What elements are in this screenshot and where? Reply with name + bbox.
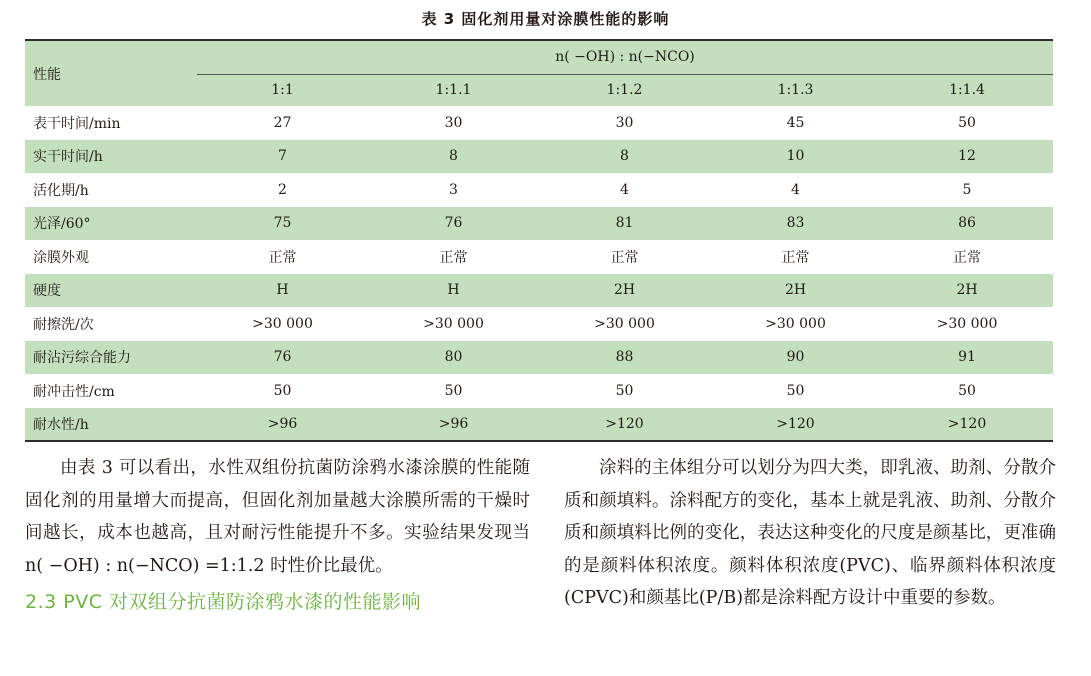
- table-cell: 8: [539, 140, 710, 174]
- table-cell: 正常: [881, 240, 1053, 274]
- table-row: [25, 341, 1053, 375]
- table-cell: 45: [710, 106, 881, 140]
- table-cell: 27: [197, 106, 368, 140]
- table-cell: 2: [197, 173, 368, 207]
- row-label: 活化期/h: [25, 173, 197, 207]
- table-cell: >30 000: [368, 307, 539, 341]
- table-cell: 91: [881, 341, 1053, 375]
- table-cell: 30: [368, 106, 539, 140]
- table-row: [25, 374, 1053, 408]
- row-label: 硬度: [25, 274, 197, 308]
- ratio-header: 1:1.1: [368, 74, 539, 106]
- table-row: [25, 207, 1053, 241]
- ratio-header: 1:1.2: [539, 74, 710, 106]
- table-cell: 50: [368, 374, 539, 408]
- table-row: [25, 408, 1053, 442]
- row-label: 耐冲击性/cm: [25, 374, 197, 408]
- table-cell: >30 000: [539, 307, 710, 341]
- table-cell: 50: [197, 374, 368, 408]
- table-cell: 12: [881, 140, 1053, 174]
- row-label: 涂膜外观: [25, 240, 197, 274]
- table-cell: 正常: [197, 240, 368, 274]
- header-property: 性能: [25, 40, 197, 106]
- table-cell: 2H: [539, 274, 710, 308]
- table-cell: H: [368, 274, 539, 308]
- table-cell: 80: [368, 341, 539, 375]
- table-cell: 正常: [539, 240, 710, 274]
- table-cell: 7: [197, 140, 368, 174]
- row-label: 光泽/60°: [25, 207, 197, 241]
- table-cell: 88: [539, 341, 710, 375]
- table-cell: >120: [881, 408, 1053, 442]
- left-column: [25, 452, 530, 619]
- table-row: [25, 307, 1053, 341]
- row-label: 实干时间/h: [25, 140, 197, 174]
- table-row: [25, 240, 1053, 274]
- table-cell: 5: [881, 173, 1053, 207]
- table-row: [25, 106, 1053, 140]
- table-cell: 50: [710, 374, 881, 408]
- table-cell: >30 000: [881, 307, 1053, 341]
- table-cell: 81: [539, 207, 710, 241]
- header-ratio: n( −OH) : n(−NCO): [197, 40, 1053, 74]
- performance-table: [25, 39, 1053, 442]
- section-heading: 2.3 PVC 对双组分抗菌防涂鸦水漆的性能影响: [25, 591, 422, 614]
- table-cell: 50: [539, 374, 710, 408]
- table-cell: 86: [881, 207, 1053, 241]
- table-cell: 正常: [368, 240, 539, 274]
- table-cell: 正常: [710, 240, 881, 274]
- table-row: [25, 140, 1053, 174]
- ratio-header: 1:1: [197, 74, 368, 106]
- table-cell: >30 000: [710, 307, 881, 341]
- row-label: 耐水性/h: [25, 408, 197, 442]
- table-cell: H: [197, 274, 368, 308]
- table-cell: 2H: [710, 274, 881, 308]
- table-cell: 83: [710, 207, 881, 241]
- table-cell: 4: [710, 173, 881, 207]
- ratio-header: 1:1.3: [710, 74, 881, 106]
- right-paragraph: 涂料的主体组分可以划分为四大类，即乳液、助剂、分散介质和颜填料。涂料配方的变化，基本上就是乳液、助剂、分散介质和颜填料比例的变化，表达这种变化的尺度是颜基比，更准确的是颜料体积浓度。颜料体积浓度(PVC)、临界颜料体积浓度(CPVC)和颜基比(P/B)都是涂料配方设计中重要的参数。: [564, 458, 1056, 609]
- table-cell: 2H: [881, 274, 1053, 308]
- table-cell: 3: [368, 173, 539, 207]
- table-cell: 30: [539, 106, 710, 140]
- table-cell: >96: [368, 408, 539, 442]
- ratio-header: 1:1.4: [881, 74, 1053, 106]
- table-cell: 75: [197, 207, 368, 241]
- table-cell: 90: [710, 341, 881, 375]
- table-cell: 10: [710, 140, 881, 174]
- table-cell: 4: [539, 173, 710, 207]
- left-paragraph: 由表 3 可以看出，水性双组份抗菌防涂鸦水漆涂膜的性能随固化剂的用量增大而提高，但固化剂加量越大涂膜所需的干燥时间越长，成本也越高，且对耐污性能提升不多。实验结果发现当 n( −OH) : n(−NCO) =1:1.2 时性价比最优。: [25, 458, 530, 576]
- table-cell: 8: [368, 140, 539, 174]
- table-cell: >30 000: [197, 307, 368, 341]
- table-cell: 50: [881, 374, 1053, 408]
- table-row: [25, 173, 1053, 207]
- table-cell: >120: [710, 408, 881, 442]
- table-cell: 50: [881, 106, 1053, 140]
- row-label: 表干时间/min: [25, 106, 197, 140]
- right-column: [564, 452, 1056, 615]
- row-label: 耐擦洗/次: [25, 307, 197, 341]
- table-title: 表 3 固化剂用量对涂膜性能的影响: [421, 10, 670, 28]
- table-cell: >120: [539, 408, 710, 442]
- row-label: 耐沾污综合能力: [25, 341, 197, 375]
- table-cell: 76: [368, 207, 539, 241]
- table-cell: 76: [197, 341, 368, 375]
- table-row: [25, 274, 1053, 308]
- table-cell: >96: [197, 408, 368, 442]
